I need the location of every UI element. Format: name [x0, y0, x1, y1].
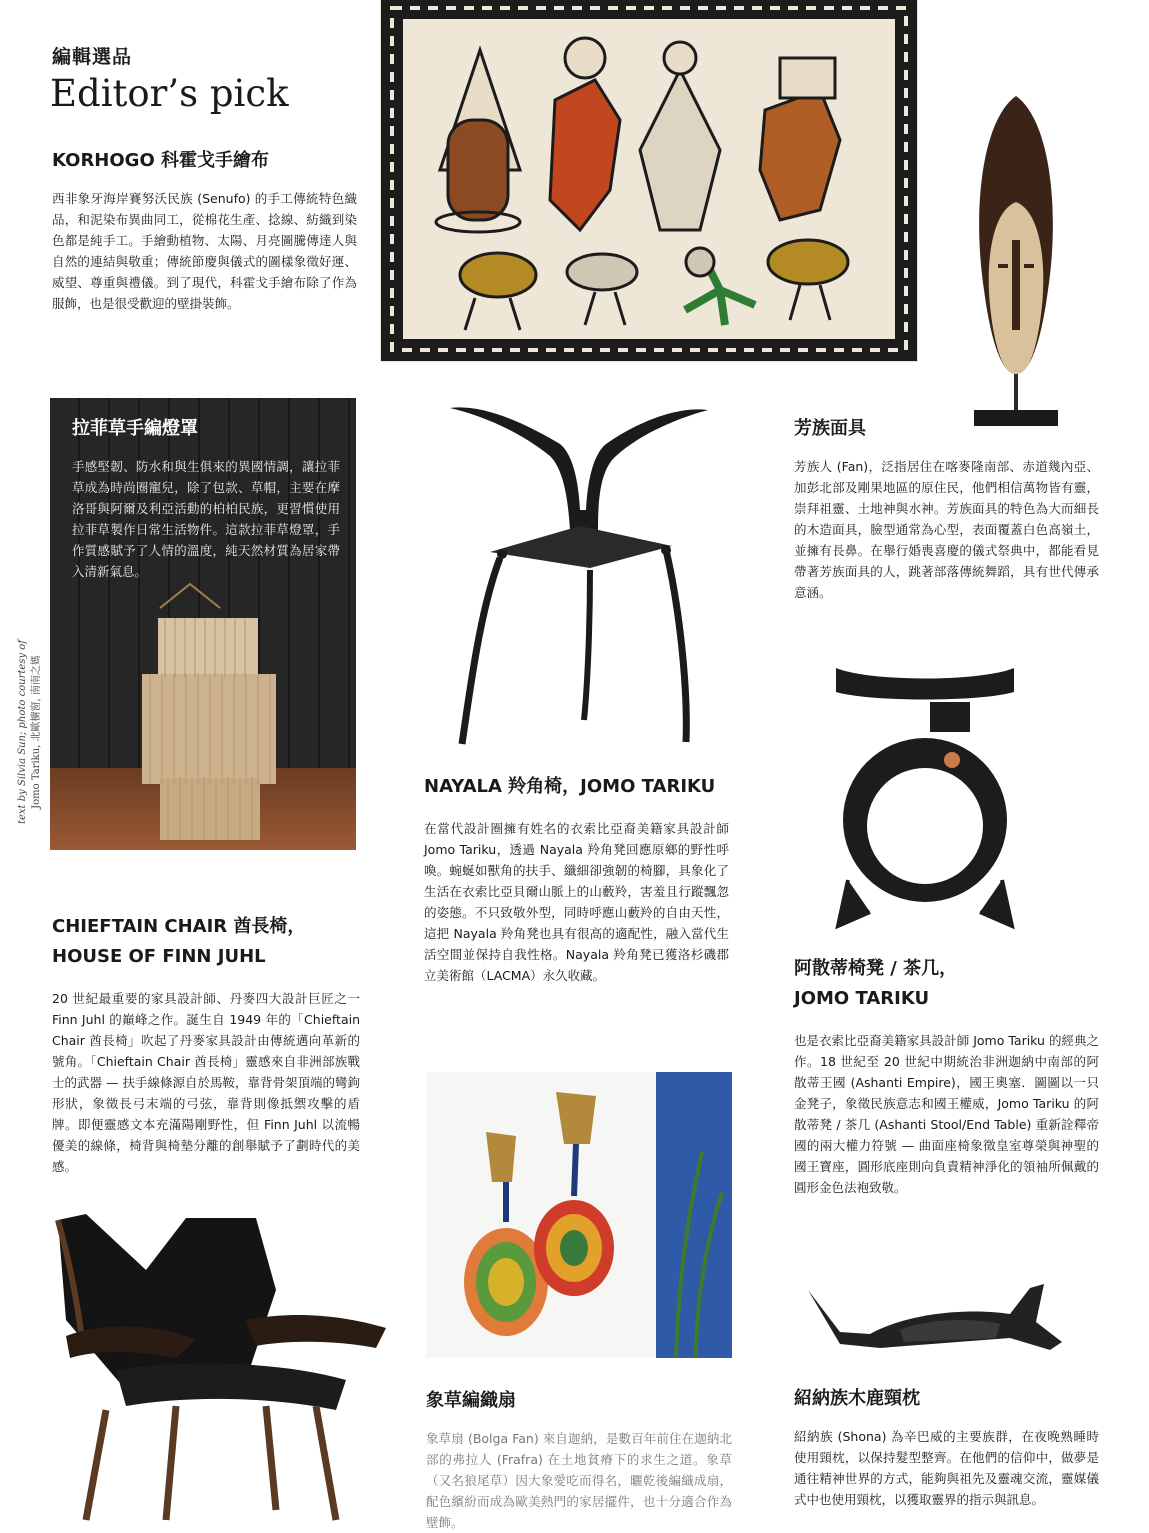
shona-headrest-image	[800, 1272, 1080, 1362]
fan-mask-title: 芳族面具	[794, 418, 866, 439]
chieftain-body: 20 世紀最重要的家具設計師、丹麥四大設計巨匠之一 Finn Juhl 的巔峰之作。誕生自 1949 年的「Chieftain Chair 酋長椅」吹起了丹麥家具設計由傳統邁向革新的號角。「Chieftain Chair 酋長椅」靈感來自非洲部族戰士的武器 — 扶手線條源自於馬鞍，靠背骨架頂端的彎鉤形狀，象徵長弓末端的弓弦，靠背則像抵禦攻擊的盾牌。即便靈感文本充滿陽剛野性，但 Finn Juhl 以流暢優美的線條，椅背與椅墊分離的創舉賦予了劃時代的美感。	[52, 991, 360, 1174]
bolga-title: 象草編織扇	[426, 1390, 516, 1411]
chieftain-chair-image	[46, 1210, 396, 1526]
bolga-fan-image	[426, 1072, 732, 1358]
raffia-lampshade-image	[50, 578, 356, 850]
headrest-body: 紹納族 (Shona) 為辛巴威的主要族群，在夜晚熟睡時使用頸枕，以保持髮型整齊。在他們的信仰中，做夢是通往精神世界的方式，能夠與祖先及靈魂交流，靈媒儀式中也使用頸枕，以獲取靈界的指示與訊息。	[794, 1429, 1099, 1507]
section-kicker: 編輯選品	[52, 46, 133, 68]
korhogo-title: KORHOGO 科霍戈手繪布	[52, 150, 270, 171]
nayala-body: 在當代設計圈擁有姓名的衣索比亞裔美籍家具設計師 Jomo Tariku，透過 Nayala 羚角凳回應原鄉的野性呼喚。蜿蜒如獸角的扶手、纖細卻強韌的椅腳，具象化了生活在衣索比亞貝爾山脈上的山藪羚，害羞且行蹤飄忽的姿態。不只致敬外型，同時呼應山藪羚的自由天性，這把 Nayala 羚角凳也具有很高的適配性，融入當代生活空間並保持自我性格。Nayala 羚角凳已獲洛杉磯郡立美術館（LACMA）永久收藏。	[424, 821, 729, 983]
korhogo-cloth-image	[380, 0, 918, 362]
raffia-lamp-card	[50, 398, 356, 850]
bolga-body: 象草扇 (Bolga Fan) 來自迦納，是數百年前住在迦納北部的弗拉人 (Frafra) 在土地貧瘠下的求生之道。象草（又名狼尾草）因大象愛吃而得名，曬乾後編織成扇，配色繽紛而成為歐美熱門的家居擺件，也十分適合作為壁飾。	[426, 1431, 732, 1530]
ashanti-body: 也是衣索比亞裔美籍家具設計師 Jomo Tariku 的經典之作。18 世紀至 20 世紀中期統治非洲迦納中南部的阿散蒂王國 (Ashanti Empire)，國王奧塞．圖圖以一只金凳子，象徵民族意志和國王權威，Jomo Tariku 的阿散蒂凳 / 茶几 (Ashanti Stool/End Table) 重新詮釋帝國的兩大權力符號 — 曲面座椅象徵皇室尊榮與神聖的國王寶座，圓形底座則向負責精神淨化的領袖所佩戴的圓形金色法袍致敬。	[794, 1033, 1099, 1195]
fan-mask-body: 芳族人 (Fan)，泛指居住在喀麥隆南部、赤道幾內亞、加彭北部及剛果地區的原住民，他們相信萬物皆有靈，崇拜祖靈、土地神與水神。芳族面具的特色為大而細長的木造面具，臉型通常為心型，表面覆蓋白色高嶺土，並擁有長鼻。在舉行婚喪喜慶的儀式祭典中，都能看見帶著芳族面具的人，跳著部落傳統舞蹈，具有世代傳承意涵。	[794, 459, 1099, 600]
fan-mask-image	[968, 90, 1063, 430]
nayala-chair-image	[440, 400, 715, 760]
nayala-title: NAYALA 羚角椅，JOMO TARIKU	[424, 776, 716, 797]
lamp-title: 拉菲草手編燈罩	[72, 418, 198, 439]
photo-credit: text by Silvia Sun; photo courtesy of Jomo Tariku, 北歐櫥窗, 南南之媽	[17, 639, 42, 825]
headrest-title: 紹納族木鹿頸枕	[794, 1388, 920, 1409]
lamp-body: 手感堅韌、防水和與生俱來的異國情調，讓拉菲草成為時尚圈寵兒，除了包款、草帽，主要在摩洛哥與阿爾及利亞活動的柏柏民族，更習慣使用拉菲草製作日常生活物件。這款拉菲草燈罩，手作質感賦予了人情的溫度，純天然材質為居家帶入清新氣息。	[72, 459, 340, 579]
korhogo-body: 西非象牙海岸賽努沃民族 (Senufo) 的手工傳統特色織品，和泥染布異曲同工，從棉花生產、捻線、紡織到染色都是純手工。手繪動植物、太陽、月亮圖騰傳達人與自然的連結與敬重；傳統節慶與儀式的圖樣象徵好運、威望、尊重與禮儀。到了現代，科霍戈手繪布除了作為服飾，也是很受歡迎的壁掛裝飾。	[52, 191, 357, 311]
page-title: Editor’s pick	[50, 72, 289, 115]
ashanti-title: 阿散蒂椅凳 / 茶几， JOMO TARIKU	[794, 958, 958, 1009]
ashanti-stool-image	[830, 650, 1020, 930]
chieftain-title: CHIEFTAIN CHAIR 酋長椅， HOUSE OF FINN JUHL	[52, 916, 306, 967]
